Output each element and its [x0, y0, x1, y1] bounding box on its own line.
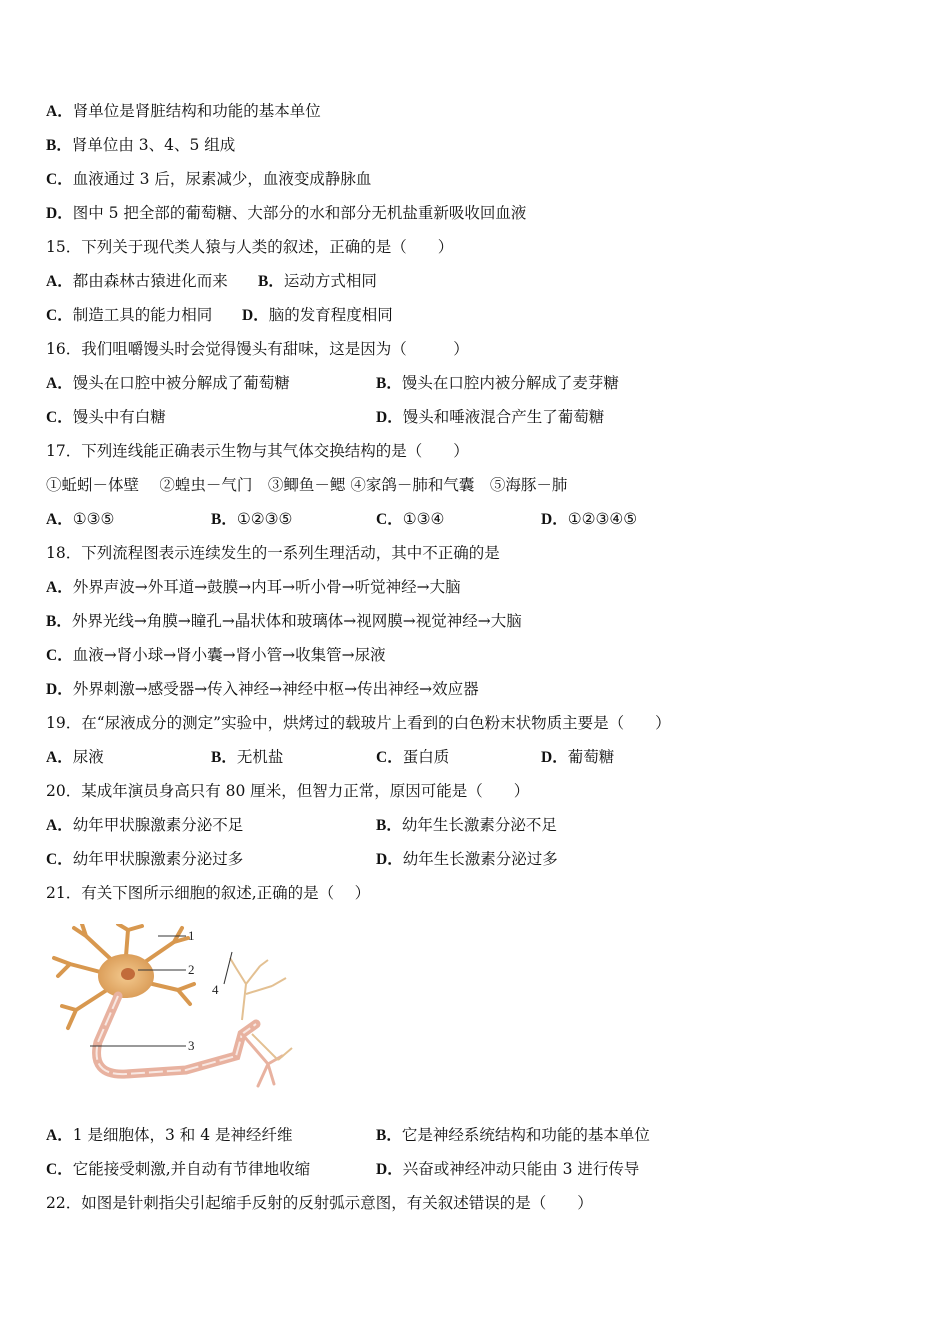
option-text: 肾单位是肾脏结构和功能的基本单位 [72, 102, 321, 120]
q20-option-c: C．幼年甲状腺激素分泌过多 [46, 850, 244, 868]
option-label: B． [46, 137, 72, 154]
q18-option-a: A．外界声波→外耳道→鼓膜→内耳→听小骨→听觉神经→大脑 [46, 578, 461, 596]
nucleus [121, 968, 135, 980]
q22-stem: 22．如图是针刺指尖引起缩手反射的反射弧示意图，有关叙述错误的是（ ） [46, 1194, 593, 1212]
option-text: 图中 5 把全部的葡萄糖、大部分的水和部分无机盐重新吸收回血液 [72, 204, 527, 222]
label-1: 1 [188, 928, 195, 943]
q17-option-a: A．①③⑤ [46, 510, 115, 528]
q21-option-c: C．它能接受刺激,并自动有节律地收缩 [46, 1160, 311, 1178]
label-2: 2 [188, 962, 195, 977]
q16-option-c: C．馒头中有白糖 [46, 408, 166, 426]
option-label: C． [46, 171, 73, 188]
q18-option-c: C．血液→肾小球→肾小囊→肾小管→收集管→尿液 [46, 646, 386, 664]
q17-option-d: D．①②③④⑤ [541, 510, 638, 528]
q21-option-a: A．1 是细胞体，3 和 4 是神经纤维 [46, 1126, 293, 1144]
option-text: 血液通过 3 后，尿素减少，血液变成静脉血 [72, 170, 372, 188]
q15-stem: 15．下列关于现代类人猿与人类的叙述，正确的是（ ） [46, 238, 454, 256]
q19-option-d: D．葡萄糖 [541, 748, 615, 766]
q19-option-a: A．尿液 [46, 748, 104, 766]
option-label: D． [46, 205, 73, 222]
q16-stem: 16．我们咀嚼馒头时会觉得馒头有甜味，这是因为（ ） [46, 340, 469, 358]
q20-option-b: B．幼年生长激素分泌不足 [376, 816, 557, 834]
q20-option-a: A．幼年甲状腺激素分泌不足 [46, 816, 244, 834]
q19-option-b: B．无机盐 [211, 748, 284, 766]
q15-option-c: C．制造工具的能力相同 [46, 306, 213, 324]
q15-option-a: A．都由森林古猿进化而来 [46, 272, 228, 290]
q14-option-b [46, 134, 235, 156]
axon-branch [242, 1034, 282, 1086]
q20-stem: 20．某成年演员身高只有 80 厘米，但智力正常，原因可能是（ ） [46, 782, 530, 800]
q20-option-d: D．幼年生长激素分泌过多 [376, 850, 558, 868]
q21-option-d: D．兴奋或神经冲动只能由 3 进行传导 [376, 1160, 640, 1178]
q17-option-c: C．①③④ [376, 510, 445, 528]
q16-option-a: A．馒头在口腔中被分解成了葡萄糖 [46, 374, 290, 392]
q14-option-c [46, 168, 371, 190]
q19-stem: 19．在“尿液成分的测定”实验中，烘烤过的载玻片上看到的白色粉末状物质主要是（ ） [46, 714, 671, 732]
q16-option-d: D．馒头和唾液混合产生了葡萄糖 [376, 408, 605, 426]
q17-stem: 17．下列连线能正确表示生物与其气体交换结构的是（ ） [46, 442, 469, 460]
label-4: 4 [212, 982, 219, 997]
q18-option-d: D．外界刺激→感受器→传入神经→神经中枢→传出神经→效应器 [46, 680, 479, 698]
q14-option-a [46, 100, 321, 122]
q17-option-b: B．①②③⑤ [211, 510, 293, 528]
q21-option-b: B．它是神经系统结构和功能的基本单位 [376, 1126, 650, 1144]
axon [97, 996, 256, 1074]
q16-option-b: B．馒头在口腔内被分解成了麦芽糖 [376, 374, 619, 392]
myelin-sheath [97, 996, 256, 1074]
q18-option-b: B．外界光线→角膜→瞳孔→晶状体和玻璃体→视网膜→视觉神经→大脑 [46, 612, 522, 630]
option-label: A． [46, 103, 73, 120]
option-text: 肾单位由 3、4、5 组成 [71, 136, 236, 154]
neuron-figure [46, 924, 316, 1100]
q15-option-b: B．运动方式相同 [258, 272, 377, 290]
q19-option-c: C．蛋白质 [376, 748, 450, 766]
q14-option-d [46, 202, 526, 224]
label-3: 3 [188, 1038, 195, 1053]
q21-stem: 21．有关下图所示细胞的叙述,正确的是（ ） [46, 884, 371, 902]
q18-stem: 18．下列流程图表示连续发生的一系列生理活动，其中不正确的是 [46, 544, 500, 562]
q17-items: ①蚯蚓－体壁 ②蝗虫－气门 ③鲫鱼－鳃 ④家鸽－肺和气囊 ⑤海豚－肺 [46, 476, 568, 494]
q15-option-d: D．脑的发育程度相同 [242, 306, 393, 324]
